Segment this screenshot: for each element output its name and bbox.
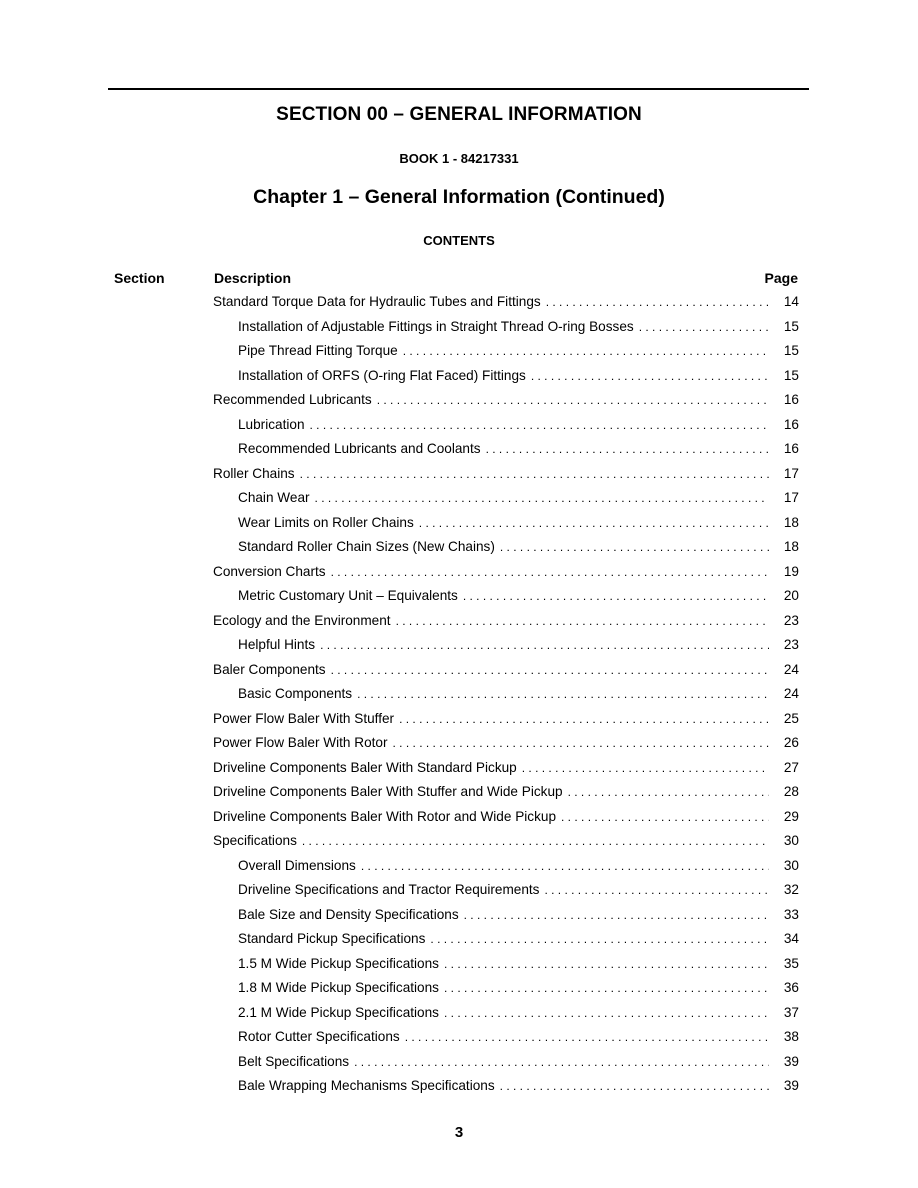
toc-entry-title: Metric Customary Unit – Equivalents [238, 588, 458, 603]
dot-leader [561, 805, 769, 830]
dot-leader [464, 903, 769, 928]
toc-entry[interactable] [213, 437, 799, 462]
toc-entry-title: Bale Size and Density Specifications [238, 906, 459, 922]
toc-entry-page: 37 [783, 1004, 799, 1020]
dot-leader [444, 976, 769, 1001]
dot-leader [361, 854, 769, 879]
toc-entry[interactable] [213, 584, 799, 609]
toc-entry[interactable] [213, 780, 799, 805]
toc-entry-page: 33 [783, 906, 799, 922]
dot-leader [486, 437, 769, 462]
toc-entry[interactable] [213, 854, 799, 879]
toc-entry-title: Installation of ORFS (O-ring Flat Faced) Fittings [238, 367, 526, 383]
toc-entry[interactable] [213, 756, 799, 781]
dot-leader [331, 658, 769, 683]
toc-entry-title: Belt Specifications [238, 1053, 350, 1069]
toc-entry-title: Recommended Lubricants [213, 392, 372, 407]
toc-entry-title: Bale Wrapping Mechanisms Specifications [238, 1078, 495, 1093]
toc-entry-title: Basic Components [238, 686, 353, 701]
toc-entry[interactable] [213, 682, 799, 707]
toc-entry[interactable] [213, 413, 799, 438]
toc-entry-title: Pipe Thread Fitting Torque [238, 343, 398, 358]
toc-entry-title: Wear Limits on Roller Chains [238, 514, 414, 530]
toc-entry[interactable] [213, 1050, 799, 1075]
toc-entry-title: 2.1 M Wide Pickup Specifications [238, 1004, 439, 1020]
dot-leader [399, 707, 769, 732]
toc-entry[interactable] [213, 707, 799, 732]
toc-entry[interactable] [213, 290, 799, 315]
toc-entry-title: Standard Roller Chain Sizes (New Chains) [238, 539, 495, 554]
toc-entry-page: 16 [783, 392, 799, 407]
toc-entry[interactable] [213, 315, 799, 340]
toc-entry[interactable] [213, 1074, 799, 1099]
toc-entry-page: 25 [783, 710, 799, 726]
toc-entry[interactable] [213, 609, 799, 634]
toc-entry[interactable] [213, 731, 799, 756]
toc-entry-page: 28 [783, 784, 799, 799]
toc-entry[interactable] [213, 388, 799, 413]
toc-entry-title: Driveline Components Baler With Standard Pickup [213, 759, 517, 775]
toc-entry-title: Ecology and the Environment [213, 612, 391, 628]
toc-entry-page: 18 [783, 514, 799, 530]
toc-entry-page: 15 [783, 367, 799, 383]
toc-entry-page: 29 [783, 808, 799, 824]
toc-entry-title: Installation of Adjustable Fittings in Straight Thread O-ring Bosses [238, 318, 634, 334]
toc-entry-title: Roller Chains [213, 465, 295, 481]
toc-entry-page: 17 [783, 465, 799, 481]
toc-entry-page: 15 [783, 318, 799, 334]
dot-leader [405, 1025, 769, 1050]
toc-entry-page: 34 [783, 931, 799, 946]
dot-leader [357, 682, 769, 707]
toc-entry-title: 1.5 M Wide Pickup Specifications [238, 955, 439, 971]
toc-entry-title: Power Flow Baler With Stuffer [213, 710, 395, 726]
dot-leader [302, 829, 769, 854]
toc-entry[interactable] [213, 560, 799, 585]
toc-entry-page: 30 [783, 857, 799, 873]
toc-entry[interactable] [213, 486, 799, 511]
toc-entry-page: 32 [783, 882, 799, 897]
dot-leader [396, 609, 769, 634]
dot-leader [500, 535, 769, 560]
toc-entry-page: 14 [783, 294, 799, 309]
dot-leader [568, 780, 769, 805]
toc-entry-page: 23 [783, 637, 799, 652]
table-of-contents [213, 290, 799, 1099]
toc-entry-title: Baler Components [213, 661, 326, 677]
dot-leader [463, 584, 769, 609]
toc-entry-page: 36 [783, 980, 799, 995]
toc-entry[interactable] [213, 976, 799, 1001]
toc-entry-page: 35 [783, 955, 799, 971]
toc-entry[interactable] [213, 903, 799, 928]
toc-entry-title: Driveline Components Baler With Rotor and Wide Pickup [213, 808, 557, 824]
chapter-title: Chapter 1 – General Information (Continued) [253, 186, 665, 208]
toc-entry-page: 16 [783, 416, 799, 432]
toc-entry[interactable] [213, 1001, 799, 1026]
toc-entry-page: 39 [783, 1053, 799, 1069]
toc-entry[interactable] [213, 805, 799, 830]
toc-entry[interactable] [213, 462, 799, 487]
toc-entry[interactable] [213, 339, 799, 364]
toc-entry-page: 24 [783, 686, 799, 701]
dot-leader [444, 1001, 769, 1026]
toc-entry-title: Driveline Specifications and Tractor Requirements [238, 882, 540, 897]
toc-entry[interactable] [213, 829, 799, 854]
top-rule [108, 88, 809, 90]
toc-entry[interactable] [213, 511, 799, 536]
toc-entry-title: Standard Torque Data for Hydraulic Tubes and Fittings [213, 294, 541, 309]
toc-entry-title: Rotor Cutter Specifications [238, 1029, 400, 1044]
toc-entry[interactable] [213, 878, 799, 903]
dot-leader [522, 756, 769, 781]
toc-entry-title: Overall Dimensions [238, 857, 356, 873]
toc-entry-page: 23 [783, 612, 799, 628]
dot-leader [354, 1050, 769, 1075]
toc-entry-page: 18 [783, 539, 799, 554]
toc-entry-title: Helpful Hints [238, 637, 316, 652]
toc-entry-page: 26 [783, 735, 799, 750]
toc-entry[interactable] [213, 658, 799, 683]
toc-entry[interactable] [213, 364, 799, 389]
toc-entry[interactable] [213, 927, 799, 952]
dot-leader [377, 388, 769, 413]
dot-leader [331, 560, 769, 585]
toc-entry-page: 39 [783, 1078, 799, 1093]
toc-entry-page: 38 [783, 1029, 799, 1044]
column-header-description: Description [214, 270, 292, 286]
section-title: SECTION 00 – GENERAL INFORMATION [276, 104, 642, 125]
toc-entry[interactable] [213, 1025, 799, 1050]
dot-leader [430, 927, 769, 952]
toc-entry-title: Driveline Components Baler With Stuffer and Wide Pickup [213, 784, 563, 799]
dot-leader [444, 952, 769, 977]
contents-heading: CONTENTS [423, 233, 495, 248]
column-header-page: Page [764, 270, 798, 286]
dot-leader [546, 290, 769, 315]
toc-entry[interactable] [213, 633, 799, 658]
dot-leader [310, 413, 769, 438]
dot-leader [531, 364, 769, 389]
dot-leader [544, 878, 769, 903]
toc-entry-title: 1.8 M Wide Pickup Specifications [238, 980, 439, 995]
book-number: BOOK 1 - 84217331 [399, 151, 519, 166]
dot-leader [393, 731, 769, 756]
column-header-section: Section [114, 270, 165, 286]
toc-entry-page: 16 [783, 441, 799, 456]
toc-entry-title: Recommended Lubricants and Coolants [238, 441, 481, 456]
toc-entry-page: 30 [783, 833, 799, 848]
dot-leader [403, 339, 769, 364]
page-number: 3 [454, 1124, 464, 1141]
toc-entry-title: Specifications [213, 833, 297, 848]
toc-entry-page: 19 [783, 563, 799, 579]
toc-entry[interactable] [213, 952, 799, 977]
dot-leader [300, 462, 769, 487]
toc-entry-page: 20 [783, 588, 799, 603]
toc-entry-page: 17 [783, 490, 799, 505]
toc-entry-page: 27 [783, 759, 799, 775]
toc-entry-page: 24 [783, 661, 799, 677]
toc-entry[interactable] [213, 535, 799, 560]
toc-entry-title: Conversion Charts [213, 563, 326, 579]
toc-entry-page: 15 [783, 343, 799, 358]
dot-leader [419, 511, 769, 536]
toc-entry-title: Chain Wear [238, 490, 310, 505]
dot-leader [500, 1074, 769, 1099]
toc-entry-title: Power Flow Baler With Rotor [213, 735, 388, 750]
toc-entry-title: Lubrication [238, 416, 305, 432]
toc-entry-title: Standard Pickup Specifications [238, 931, 426, 946]
dot-leader [639, 315, 769, 340]
dot-leader [315, 486, 769, 511]
dot-leader [320, 633, 769, 658]
